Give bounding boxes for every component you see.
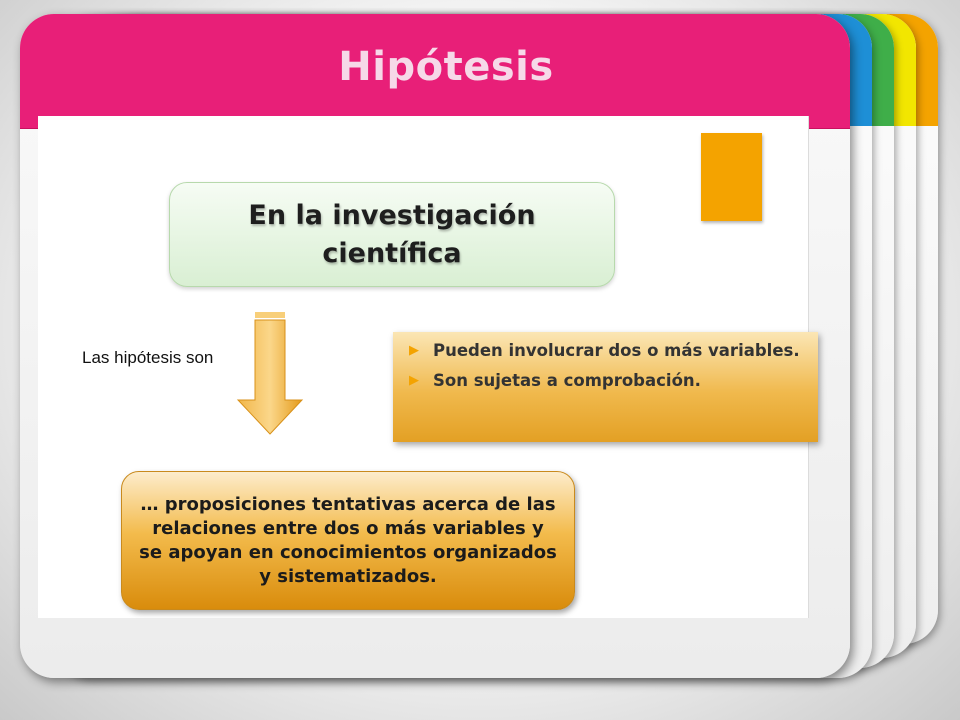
accent-square xyxy=(701,133,762,221)
top-concept-text: En la investigación científica xyxy=(248,199,536,269)
triangle-right-icon: ▶ xyxy=(409,373,419,388)
slide-title: Hipótesis xyxy=(338,44,554,90)
definition-text: … proposiciones tentativas acerca de las relaciones entre dos o más variables y se apoyan en conocimientos organizados y sistematizados. xyxy=(139,493,557,587)
list-item-text: Son sujetas a comprobación. xyxy=(433,371,701,390)
characteristics-list xyxy=(393,332,818,392)
characteristics-box xyxy=(393,332,818,442)
side-label: Las hipótesis son xyxy=(82,348,214,367)
definition-box xyxy=(121,471,575,610)
list-item xyxy=(409,340,804,362)
triangle-right-icon: ▶ xyxy=(409,343,419,358)
list-item-text: Pueden involucrar dos o más variables. xyxy=(433,341,800,360)
list-item xyxy=(409,370,804,392)
down-arrow-icon xyxy=(236,312,304,436)
top-concept-box xyxy=(169,182,615,287)
